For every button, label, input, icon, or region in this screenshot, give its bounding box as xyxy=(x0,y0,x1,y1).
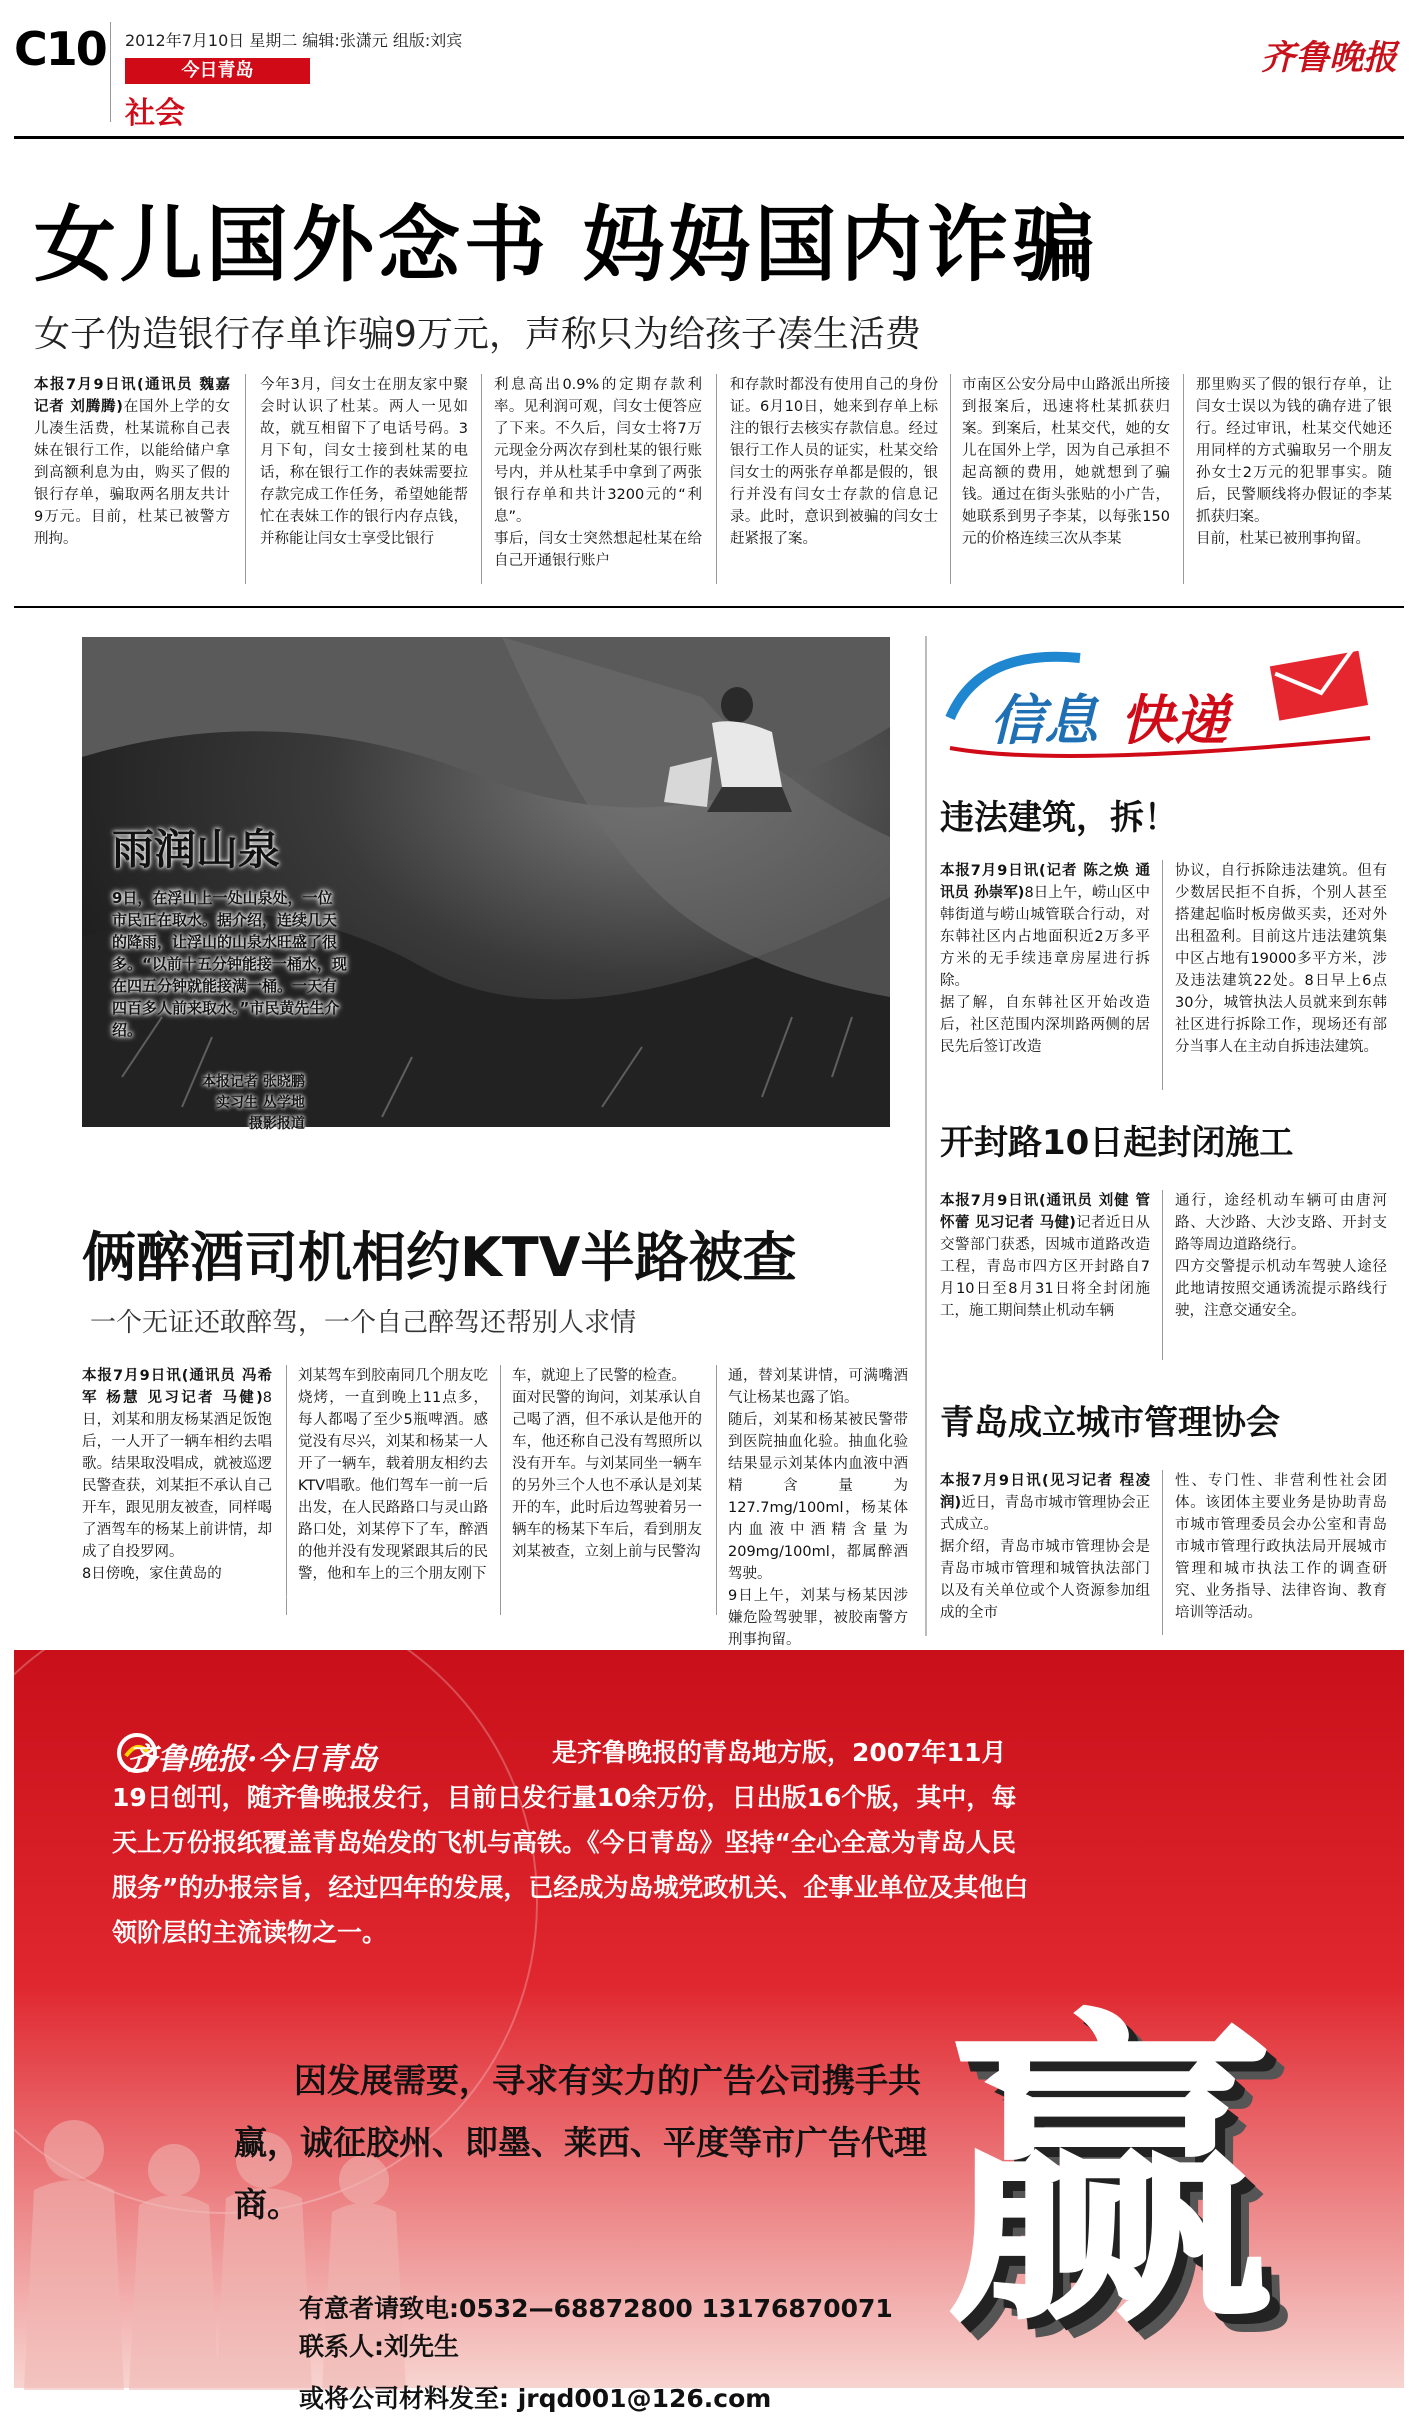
ad-contact-block xyxy=(299,2290,893,2418)
main-byline: 本报7月9日讯(通讯员 魏嘉 记者 刘腾腾) xyxy=(34,377,230,415)
header-divider xyxy=(110,22,111,122)
envelope-icon xyxy=(1270,648,1370,718)
header-rule xyxy=(14,136,1404,139)
ad-logo: 齐鲁晚报·今日青岛 xyxy=(127,1742,378,1777)
main-col-2: 今年3月，闫女士在朋友家中聚会时认识了杜某。两人一见如故，就互相留下了电话号码。3月下旬，闫女士接到杜某的电话，称在银行工作的表妹需要拉存款完成工作任务，希望她能帮忙在表妹工作的银行内存点钱，并称能让闫女士享受比银行 xyxy=(260,377,468,547)
ad-email: 或将公司材料发至: jrqd001@126.com xyxy=(299,2384,772,2413)
col-divider xyxy=(245,374,246,584)
photo-credit-line: 本报记者 张晓鹏 xyxy=(202,1074,305,1090)
drunk-byline: 本报7月9日讯(通讯员 冯希军 杨慧 见习记者 马健) xyxy=(82,1368,272,1406)
photo-credit-line: 摄影报道 xyxy=(248,1116,305,1132)
brief-col-1-text: 8日上午，崂山区中韩街道与崂山城管联合行动，对东韩社区内占地面积近2万多平方米的无手续违章房屋进行拆除。 据了解，自东韩社区开始改造后，社区范围内深圳路两侧的居民先后签订改造 xyxy=(940,885,1150,1055)
ad-intro: 是齐鲁晚报的青岛地方版，2007年11月19日创刊，随齐鲁晚报发行，目前日发行量10余万份，日出版16个版，其中，每天上万份报纸覆盖青岛始发的飞机与高铁。《今日青岛》坚持“全心全意为青岛人民服务”的办报宗旨，经过四年的发展，已经成为岛城党政机关、企事业单位及其他白领阶层的主流读物之一。 xyxy=(112,1738,1029,1947)
newspaper-logo: 齐鲁晚报 xyxy=(1261,38,1397,78)
col-divider xyxy=(286,1365,287,1615)
photo-credit-line: 实习生 丛学地 xyxy=(216,1095,305,1111)
ad-win-character: 赢 xyxy=(944,1983,1274,2367)
ad-offer: 因发展需要，寻求有实力的广告公司携手共赢，诚征胶州、即墨、莱西、平度等市广告代理商。 xyxy=(234,2061,927,2224)
brief-byline: 本报7月9日讯(记者 陈之焕 通讯员 孙崇军) xyxy=(940,863,1150,901)
col-divider xyxy=(481,374,482,584)
col-divider xyxy=(716,1365,717,1615)
sidebar-divider xyxy=(925,636,927,1636)
brief-col-2: 协议，自行拆除违法建筑。但有少数居民拒不自拆，个别人甚至搭建起临时板房做买卖，还对外出租盈利。目前这片违法建筑集中区占地有19000多平方米，涉及违法建筑22处。8日早上6点30分，城管执法人员就来到东韩社区进行拆除工作，现场还有部分当事人在主动自拆违法建筑。 xyxy=(1175,863,1387,1055)
banner-text-2: 快递 xyxy=(1120,689,1228,752)
photo-credit xyxy=(202,1072,305,1135)
drunk-col-2: 刘某驾车到胶南同几个朋友吃烧烤，一直到晚上11点多，每人都喝了至少5瓶啤酒。感觉没有尽兴，刘某和杨某一人开了一辆车，载着朋友相约去KTV唱歌。他们驾车一前一后出发，在人民路路口与灵山路路口处，刘某停下了车，醉酒的他并没有发现紧跟其后的民警，他和车上的三个朋友刚下 xyxy=(298,1368,488,1582)
brief-byline: 本报7月9日讯(通讯员 刘健 管怀蕾 见习记者 马健) xyxy=(940,1193,1150,1231)
drunk-headline: 俩醉酒司机相约KTV半路被查 xyxy=(82,1226,797,1289)
main-col-4: 和存款时都没有使用自己的身份证。6月10日，她来到存单上标注的银行去核实存款信息。经过银行工作人员的证实，杜某交给闫女士的两张存单都是假的，银行并没有闫女士存款的信息记录。此时，意识到被骗的闫女士赶紧报了案。 xyxy=(730,377,938,547)
drunk-subhead: 一个无证还敢醉驾，一个自己醉驾还帮别人求情 xyxy=(90,1308,637,1338)
main-col-1 xyxy=(34,374,230,550)
ad-phone: 有意者请致电:0532—68872800 13176870071 xyxy=(299,2294,893,2323)
photo-spring xyxy=(82,637,890,1132)
photo-caption: 9日，在浮山上一处山泉处，一位市民正在取水。据介绍，连续几天的降雨，让浮山的山泉水旺盛了很多。“以前十五分钟能接一桶水，现在四五分钟就能接满一桶。一天有四百多人前来取水。”市民黄先生介绍。 xyxy=(112,889,347,1039)
section-rule xyxy=(14,606,1404,608)
drunk-col-1 xyxy=(82,1365,272,1585)
drunk-col-1-text: 8日，刘某和朋友杨某酒足饭饱后，一人开了一辆车相约去唱歌。结果取没唱成，就被巡逻民警查获，刘某拒不承认自己开车，跟见朋友被查，同样喝了酒驾车的杨某上前讲情，却成了自投罗网。 8日傍晚，家住黄岛的 xyxy=(82,1390,272,1582)
brief-col-1-text: 记者近日从交警部门获悉，因城市道路改造工程，青岛市四方区开封路自7月10日至8月31日将全封闭施工，施工期间禁止机动车辆 xyxy=(940,1215,1150,1319)
brief-title: 开封路10日起封闭施工 xyxy=(940,1123,1294,1163)
section-title: 社会 xyxy=(125,96,185,131)
main-col-3: 利息高出0.9%的定期存款利率。见利润可观，闫女士便答应了下来。不久后，闫女士将7万元现金分两次存到杜某的银行账号内，并从杜某手中拿到了两张银行存单和共计3200元的“利息”。 事后，闫女士突然想起杜某在给自己开通银行账户 xyxy=(494,377,702,569)
col-divider xyxy=(500,1365,501,1615)
col-divider xyxy=(1162,860,1163,1090)
banner-text-1: 信息 xyxy=(990,689,1098,752)
col-divider xyxy=(716,374,717,584)
section-bar: 今日青岛 xyxy=(125,58,310,84)
advertisement xyxy=(14,1650,1404,2413)
photo-title: 雨润山泉 xyxy=(112,825,281,874)
brief-title: 青岛成立城市管理协会 xyxy=(940,1403,1280,1443)
brief-banner xyxy=(940,638,1390,776)
col-divider xyxy=(1183,374,1184,584)
drunk-col-4: 通，替刘某讲情，可满嘴酒气让杨某也露了馅。 随后，刘某和杨某被民警带到医院抽血化验。抽血化验结果显示刘某体内血液中酒精含量为127.7mg/100ml，杨某体内血液中酒精含量为209mg/100ml，都属醉酒驾驶。 9日上午，刘某与杨某因涉嫌危险驾驶罪，被胶南警方刑事拘留。 xyxy=(728,1368,908,1648)
brief-col-2: 通行，途经机动车辆可由唐河路、大沙路、大沙支路、开封支路等周边道路绕行。 四方交警提示机动车驾驶人途径此地请按照交通诱流提示路线行驶，注意交通安全。 xyxy=(1175,1193,1387,1319)
brief-col-1 xyxy=(940,1470,1150,1624)
issue-meta: 2012年7月10日 星期二 编辑:张潇元 组版:刘宾 xyxy=(125,31,463,50)
photo-illustration xyxy=(82,637,890,1127)
col-divider xyxy=(1162,1190,1163,1360)
col-divider xyxy=(950,374,951,584)
col-divider xyxy=(1162,1470,1163,1635)
main-subhead: 女子伪造银行存单诈骗9万元，声称只为给孩子凑生活费 xyxy=(34,314,921,355)
brief-title: 违法建筑，拆！ xyxy=(940,798,1178,838)
brief-col-1 xyxy=(940,1190,1150,1322)
brief-byline: 本报7月9日讯(见习记者 程凌润) xyxy=(940,1473,1150,1511)
ad-contact-person: 联系人:刘先生 xyxy=(299,2332,459,2361)
main-col-1-text: 在国外上学的女儿凑生活费，杜某谎称自己表妹在银行工作，以能给储户拿到高额利息为由，购买了假的银行存单，骗取两名朋友共计9万元。目前，杜某已被警方刑拘。 xyxy=(34,399,230,547)
main-col-6: 那里购买了假的银行存单，让闫女士误以为钱的确存进了银行。经过审讯，杜某交代她还用同样的方式骗取另一个朋友孙女士2万元的犯罪事实。随后，民警顺线将办假证的李某抓获归案。 目前，杜某已被刑事拘留。 xyxy=(1196,377,1392,547)
main-headline: 女儿国外念书 妈妈国内诈骗 xyxy=(34,198,1099,293)
brief-col-1 xyxy=(940,860,1150,1058)
page-number: C10 xyxy=(14,22,106,76)
drunk-col-3: 车，就迎上了民警的检查。 面对民警的询问，刘某承认自己喝了酒，但不承认是他开的车，他还称自己没有驾照所以没有开车。与刘某同坐一辆车的另外三个人也不承认是刘某开的车，此时后边驾驶着另一辆车的杨某下车后，看到朋友刘某被查，立刻上前与民警沟 xyxy=(512,1368,702,1560)
brief-col-2: 性、专门性、非营利性社会团体。该团体主要业务是协助青岛市城市管理委员会办公室和青岛市城市管理行政执法局开展城市管理和城市执法工作的调查研究、业务指导、法律咨询、教育培训等活动。 xyxy=(1175,1473,1387,1621)
brief-col-1-text: 近日，青岛市城市管理协会正式成立。 据介绍，青岛市城市管理协会是青岛市城市管理和城管执法部门以及有关单位或个人资源参加组成的全市 xyxy=(940,1495,1150,1621)
main-col-5: 市南区公安分局中山路派出所接到报案后，迅速将杜某抓获归案。到案后，杜某交代，她的女儿在国外上学，因为自己承担不起高额的费用，她就想到了骗钱。通过在街头张贴的小广告，她联系到男子李某，以每张150元的价格连续三次从李某 xyxy=(962,377,1170,547)
